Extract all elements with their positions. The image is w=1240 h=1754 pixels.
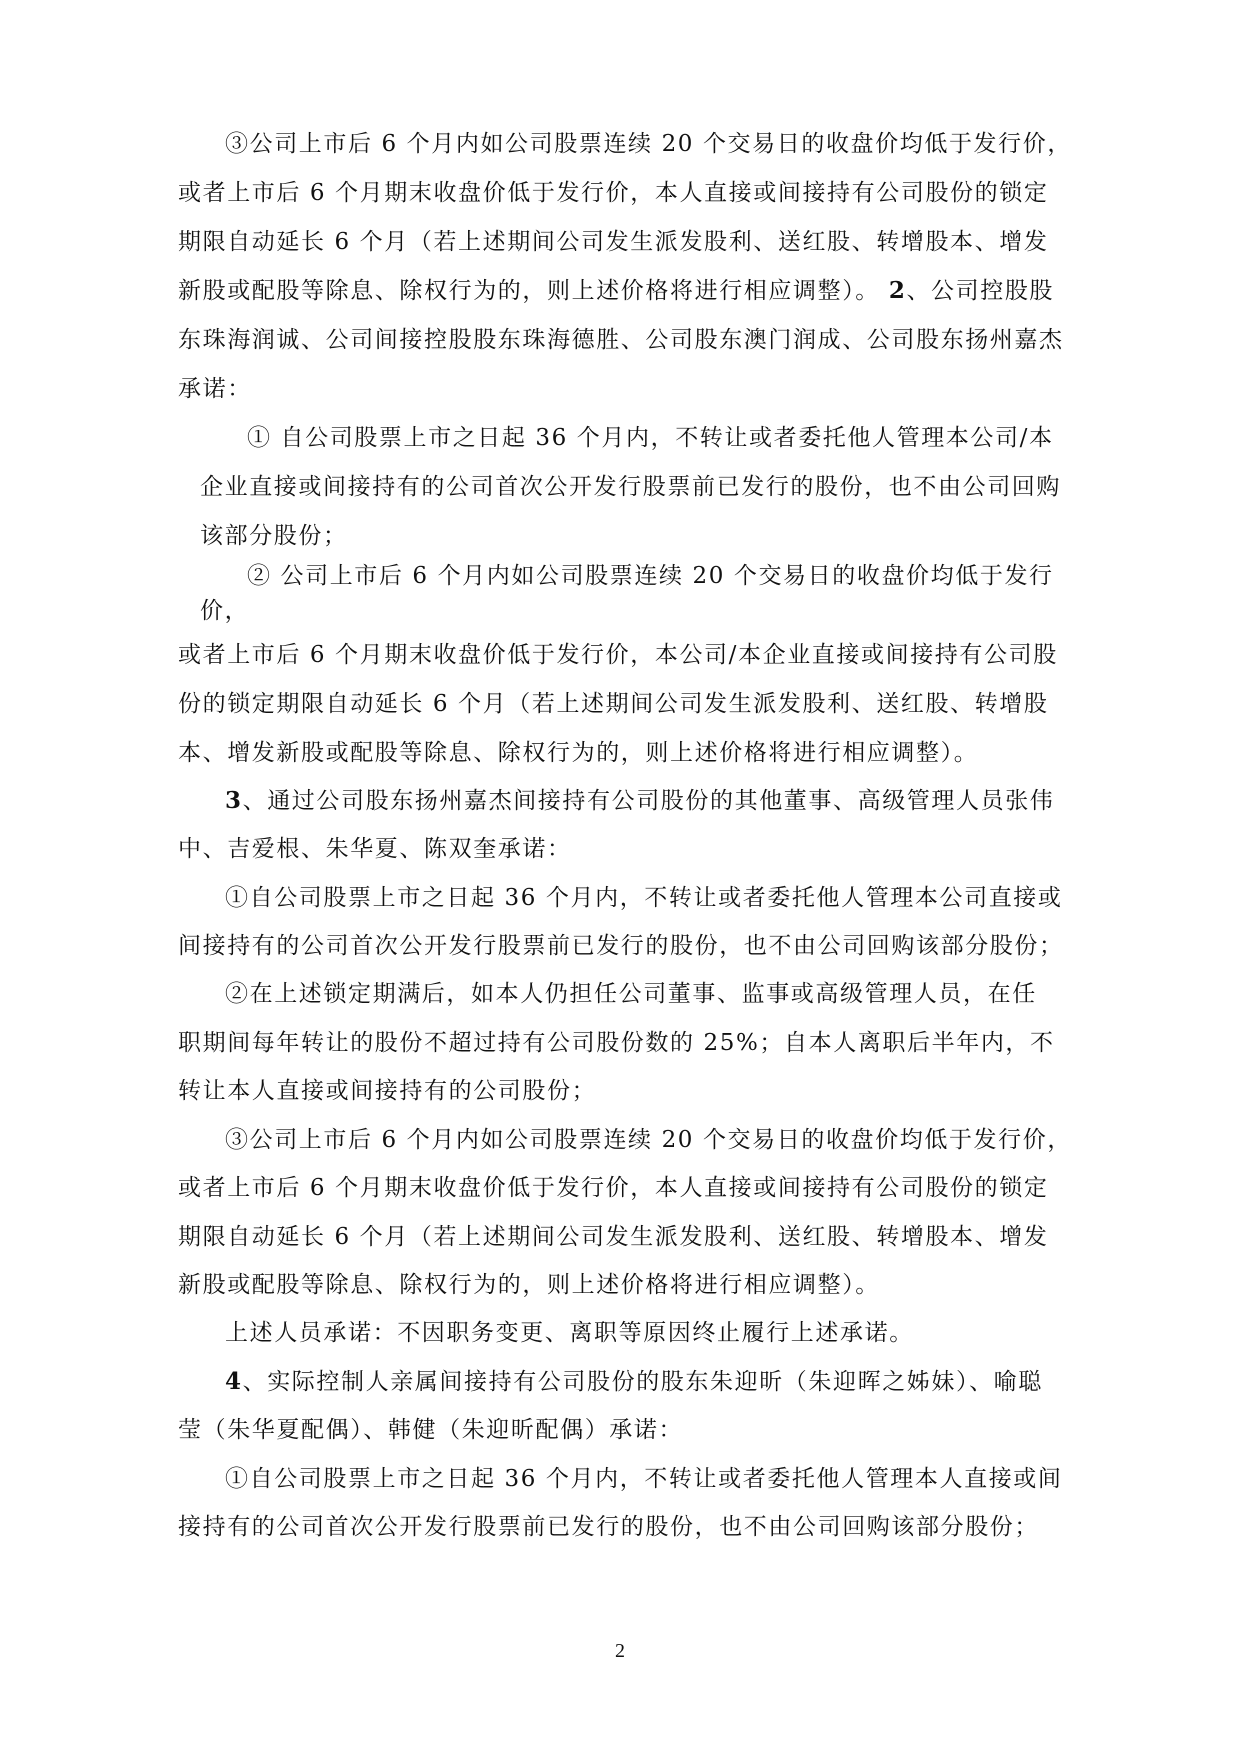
text-line: 份的锁定期限自动延长 6 个月（若上述期间公司发生派发股利、送红股、转增股 xyxy=(178,691,1049,717)
text-line: ③公司上市后 6 个月内如公司股票连续 20 个交易日的收盘价均低于发行价， xyxy=(225,1127,1072,1153)
text-line: 东珠海润诚、公司间接控股股东珠海德胜、公司股东澳门润成、公司股东扬州嘉杰 xyxy=(178,327,1064,353)
text-line: 或者上市后 6 个月期末收盘价低于发行价，本人直接或间接持有公司股份的锁定 xyxy=(178,1175,1049,1201)
item-number: 4 xyxy=(225,1368,243,1395)
text-line: 该部分股份； xyxy=(200,523,348,549)
text-span: 新股或配股等除息、除权行为的，则上述价格将进行相应调整）。 xyxy=(178,278,880,304)
text-line: 新股或配股等除息、除权行为的，则上述价格将进行相应调整）。 xyxy=(178,1272,880,1298)
text-line: ① 自公司股票上市之日起 36 个月内，不转让或者委托他人管理本公司/本 xyxy=(247,425,1054,451)
text-line: 上述人员承诺：不因职务变更、离职等原因终止履行上述承诺。 xyxy=(225,1320,914,1346)
text-line: ①自公司股票上市之日起 36 个月内，不转让或者委托他人管理本人直接或间 xyxy=(225,1466,1063,1492)
text-line: ③公司上市后 6 个月内如公司股票连续 20 个交易日的收盘价均低于发行价， xyxy=(225,131,1072,157)
text-line: 转让本人直接或间接持有的公司股份； xyxy=(178,1078,597,1104)
text-span: 、公司控股股 xyxy=(906,278,1055,304)
text-line xyxy=(225,786,1054,816)
item-number: 3 xyxy=(225,787,243,814)
text-line: ② 公司上市后 6 个月内如公司股票连续 20 个交易日的收盘价均低于发行 xyxy=(247,563,1054,589)
text-span: 、实际控制人亲属间接持有公司股份的股东朱迎昕（朱迎晖之姊妹）、喻聪 xyxy=(242,1369,1043,1395)
text-line: 承诺： xyxy=(178,376,252,402)
text-line: 间接持有的公司首次公开发行股票前已发行的股份，也不由公司回购该部分股份； xyxy=(178,933,1064,959)
text-line: 或者上市后 6 个月期末收盘价低于发行价，本公司/本企业直接或间接持有公司股 xyxy=(178,642,1058,668)
text-line: 职期间每年转让的股份不超过持有公司股份数的 25%；自本人离职后半年内，不 xyxy=(178,1030,1055,1056)
text-line: 价， xyxy=(200,598,250,624)
text-line: 本、增发新股或配股等除息、除权行为的，则上述价格将进行相应调整）。 xyxy=(178,740,979,766)
text-line: 接持有的公司首次公开发行股票前已发行的股份，也不由公司回购该部分股份； xyxy=(178,1514,1039,1540)
text-line: 期限自动延长 6 个月（若上述期间公司发生派发股利、送红股、转增股本、增发 xyxy=(178,229,1049,255)
text-line xyxy=(178,276,1054,306)
text-line xyxy=(225,1367,1043,1397)
text-line: ②在上述锁定期满后，如本人仍担任公司董事、监事或高级管理人员，在任 xyxy=(225,981,1037,1007)
page-number: 2 xyxy=(615,1640,625,1662)
text-line: ①自公司股票上市之日起 36 个月内，不转让或者委托他人管理本公司直接或 xyxy=(225,885,1063,911)
text-line: 莹（朱华夏配偶）、韩健（朱迎昕配偶）承诺： xyxy=(178,1417,684,1443)
text-line: 中、吉爱根、朱华夏、陈双奎承诺： xyxy=(178,836,572,862)
text-line: 期限自动延长 6 个月（若上述期间公司发生派发股利、送红股、转增股本、增发 xyxy=(178,1224,1049,1250)
item-number: 2 xyxy=(888,277,907,304)
text-line: 企业直接或间接持有的公司首次公开发行股票前已发行的股份，也不由公司回购 xyxy=(200,474,1061,500)
text-span: 、通过公司股东扬州嘉杰间接持有公司股份的其他董事、高级管理人员张伟 xyxy=(242,788,1055,814)
text-line: 或者上市后 6 个月期末收盘价低于发行价，本人直接或间接持有公司股份的锁定 xyxy=(178,180,1049,206)
